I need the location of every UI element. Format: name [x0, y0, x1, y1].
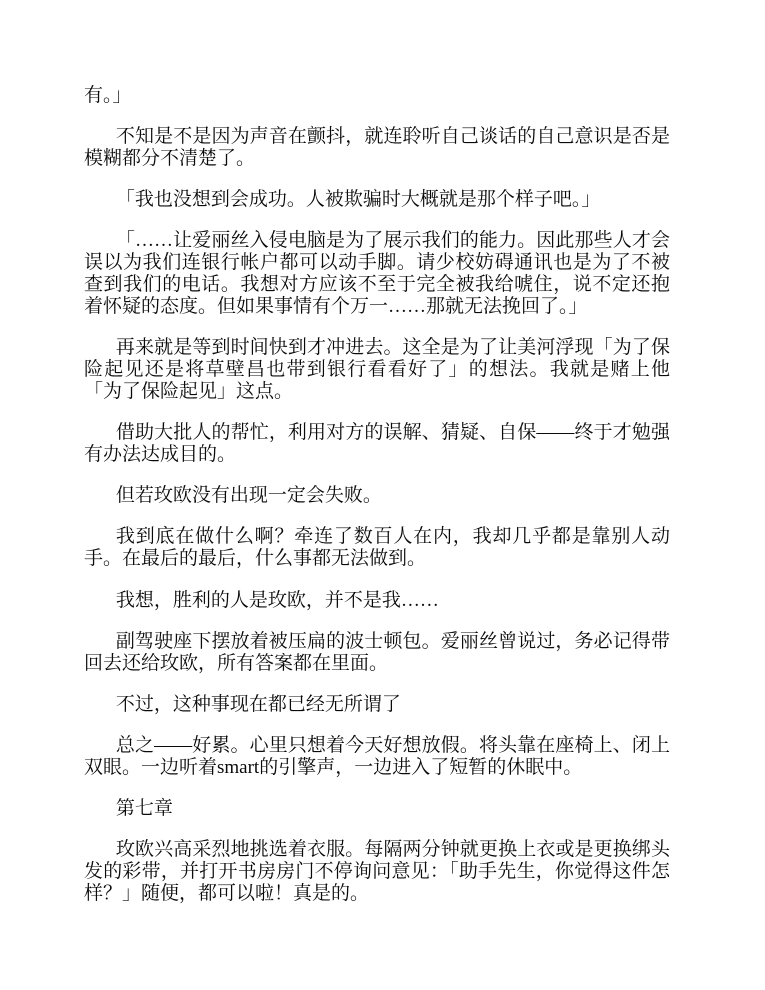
paragraph: 我到底在做什么啊？牵连了数百人在内，我却几乎都是靠别人动手。在最后的最后，什么事都无法做到。 — [84, 526, 670, 570]
paragraph: 「我也没想到会成功。人被欺骗时大概就是那个样子吧。」 — [115, 189, 601, 211]
paragraph: 总之——好累。心里只想着今天好想放假。将头靠在座椅上、闭上双眼。一边听着smart的引擎声，一边进入了短暂的休眠中。 — [84, 734, 670, 778]
paragraph-continuation: 有。」 — [84, 85, 132, 106]
paragraph: 「……让爱丽丝入侵电脑是为了展示我们的能力。因此那些人才会误以为我们连银行帐户都可以动手脚。请少校妨碍通讯也是为了不被查到我们的电话。我想对方应该不至于完全被我给唬住，说不定还抱着怀疑的态度。但如果事情有个万一……那就无法挽回了。」 — [84, 230, 670, 318]
paragraph: 但若玫欧没有出现一定会失败。 — [115, 485, 382, 507]
paragraph: 玫欧兴高采烈地挑选着衣服。每隔两分钟就更换上衣或是更换绑头发的彩带，并打开书房房门不停询问意见：「助手先生，你觉得这件怎样？」随便，都可以啦！真是的。 — [84, 838, 670, 904]
paragraph: 我想，胜利的人是玫欧，并不是我…… — [115, 589, 439, 611]
paragraph: 副驾驶座下摆放着被压扁的波士顿包。爱丽丝曾说过，务必记得带回去还给玫欧，所有答案都在里面。 — [84, 630, 670, 674]
paragraph: 不知是不是因为声音在颤抖，就连聆听自己谈话的自己意识是否是模糊都分不清楚了。 — [84, 126, 670, 170]
paragraph: 再来就是等到时间快到才冲进去。这全是为了让美河浮现「为了保险起见还是将草壁昌也带到银行看看好了」的想法。我就是赌上他「为了保险起见」这点。 — [84, 337, 670, 403]
paragraph: 不过，这种事现在都已经无所谓了 — [115, 693, 401, 715]
paragraph: 借助大批人的帮忙，利用对方的误解、猜疑、自保——终于才勉强有办法达成目的。 — [84, 422, 670, 466]
chapter-heading: 第七章 — [115, 797, 173, 819]
